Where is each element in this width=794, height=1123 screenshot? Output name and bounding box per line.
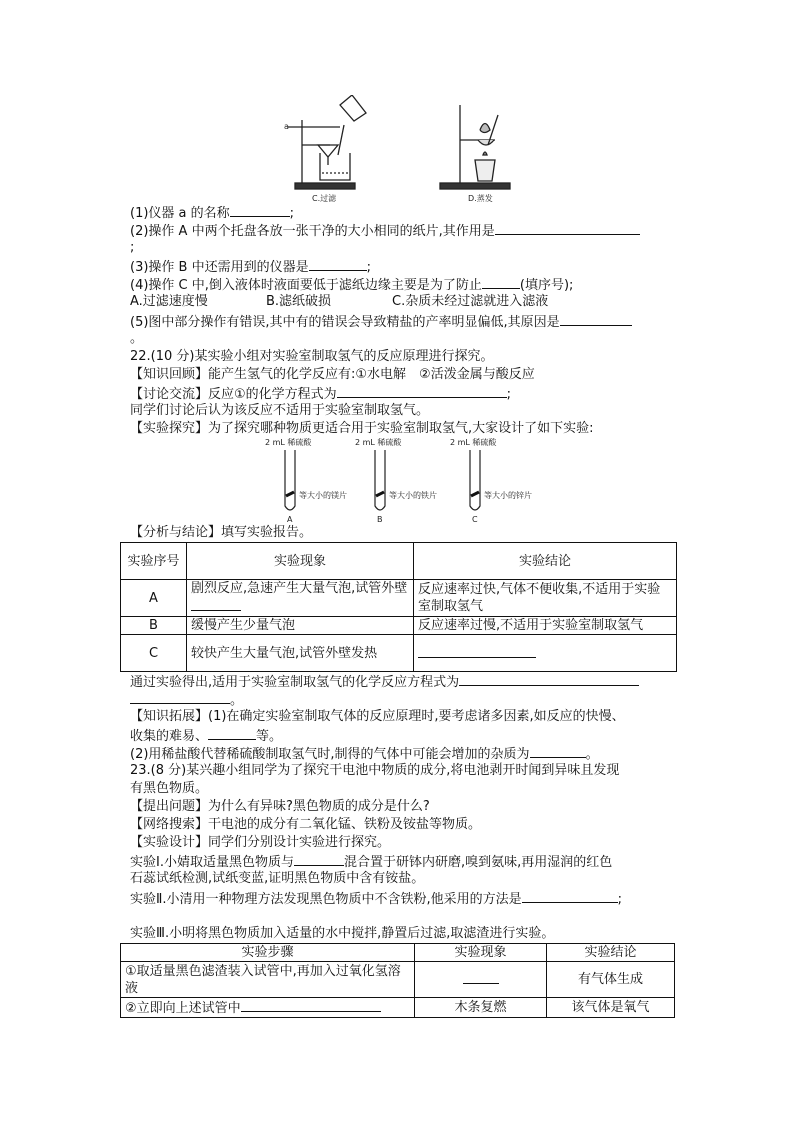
q21-part1: (1)仪器 a 的名称 ; <box>130 203 294 223</box>
q22-discuss: 【讨论交流】反应①的化学方程式为 ; <box>130 384 511 404</box>
tube-letter-b: B <box>377 515 383 524</box>
q21-blank-2[interactable] <box>495 221 640 235</box>
q22-blank-equation[interactable] <box>337 384 507 398</box>
acid-label-c: 2 mL 稀硫酸 <box>450 438 497 447</box>
table-header-row <box>121 543 677 580</box>
q21-blank-4[interactable] <box>482 275 520 289</box>
q21-blank-5[interactable] <box>560 312 632 326</box>
q23-title2: 有黑色物质。 <box>130 781 209 796</box>
option-a: A.过滤速度慢 <box>130 294 208 309</box>
header-phenomenon: 实验现象 <box>187 543 414 580</box>
table-row: A 剧烈反应,急速产生大量气泡,试管外壁 反应速率过快,气体不便收集,不适用于实验室制取氢气 <box>121 580 677 617</box>
q23-exp1: 实验Ⅰ.小婧取适量黑色物质与 混合置于研钵内研磨,嗅到氨味,再用湿润的红色 <box>130 852 612 872</box>
q22-analysis: 【分析与结论】填写实验报告。 <box>130 525 313 540</box>
q22-explore: 【实验探究】为了探究哪种物质更适合用于实验室制取氢气,大家设计了如下实验: <box>130 421 594 436</box>
filtration-apparatus <box>288 95 366 189</box>
q23-report-table <box>120 943 675 1018</box>
q23-title: 23.(8 分)某兴趣小组同学为了探究干电池中物质的成分,将电池剥开时闻到异味且发现 <box>130 763 620 778</box>
q21-blank-3[interactable] <box>309 257 367 271</box>
header-no: 实验序号 <box>121 543 187 580</box>
q23-table-blank-phen[interactable] <box>463 970 499 984</box>
test-tubes-figure <box>255 436 535 524</box>
tube-letter-a: A <box>287 515 293 524</box>
q23-blank-mix[interactable] <box>294 852 344 866</box>
q22-discuss2: 同学们讨论后认为该反应不适用于实验室制取氢气。 <box>130 403 430 418</box>
table-row: B 缓慢产生少量气泡 反应速率过慢,不适用于实验室制取氢气 <box>121 617 677 635</box>
acid-label-b: 2 mL 稀硫酸 <box>355 438 402 447</box>
metal-label-c: 等大小的锌片 <box>484 491 532 500</box>
q21-options <box>130 293 549 311</box>
q21-part2-cont: ; <box>130 240 135 255</box>
q22-ext1: 【知识拓展】(1)在确定实验室制取气体的反应原理时,要考虑诸多因素,如反应的快慢、 <box>130 709 625 724</box>
option-c: C.杂质未经过滤就进入滤液 <box>392 294 549 309</box>
q23-question: 【提出问题】为什么有异味?黑色物质的成分是什么? <box>130 799 430 814</box>
filtration-evaporation-figure <box>280 95 520 205</box>
q23-design: 【实验设计】同学们分别设计实验进行探究。 <box>130 835 391 850</box>
header-conclusion: 实验结论 <box>414 543 677 580</box>
label-a: a <box>284 122 289 131</box>
q22-blank-result-2[interactable] <box>130 690 230 704</box>
q21-part3: (3)操作 B 中还需用到的仪器是 ; <box>130 257 371 277</box>
q23-blank-method[interactable] <box>522 889 618 903</box>
q23-exp1b: 石蕊试纸检测,试纸变蓝,证明黑色物质中含有铵盐。 <box>130 871 425 886</box>
q23-exp3: 实验Ⅲ.小明将黑色物质加入适量的水中搅拌,静置后过滤,取滤渣进行实验。 <box>130 926 555 941</box>
q23-table-blank-step[interactable] <box>241 998 381 1012</box>
q21-blank-1[interactable] <box>230 203 290 217</box>
q21-part5: (5)图中部分操作有错误,其中有的错误会导致精盐的产率明显偏低,其原因是 <box>130 312 632 332</box>
q22-table-blank-a[interactable] <box>191 597 241 611</box>
test-tube-a <box>265 437 347 524</box>
metal-label-b: 等大小的铁片 <box>389 491 437 500</box>
table-row: ②立即向上述试管中 木条复燃 该气体是氧气 <box>121 998 675 1018</box>
q21-part4: (4)操作 C 中,倒入液体时液面要低于滤纸边缘主要是为了防止 (填序号); <box>130 275 573 295</box>
q22-blank-result[interactable] <box>459 672 639 686</box>
q22-blank-impurity[interactable] <box>530 744 586 758</box>
q21-part5-cont: 。 <box>130 331 144 346</box>
q23-search: 【网络搜索】干电池的成分有二氧化锰、铁粉及铵盐等物质。 <box>130 817 482 832</box>
acid-label-a: 2 mL 稀硫酸 <box>265 438 312 447</box>
q22-ext2: (2)用稀盐酸代替稀硫酸制取氢气时,制得的气体中可能会增加的杂质为 。 <box>130 744 599 764</box>
table-row: ①取适量黑色滤渣装入试管中,再加入过氧化氢溶液 有气体生成 <box>121 962 675 998</box>
option-b: B.滤纸破损 <box>266 294 332 309</box>
q22-ext1b: 收集的难易、 等。 <box>130 726 282 746</box>
table-header-row: 实验步骤 实验现象 实验结论 <box>121 944 675 962</box>
evaporation-apparatus <box>440 105 510 189</box>
test-tube-b <box>355 437 437 524</box>
metal-label-a: 等大小的镁片 <box>299 491 347 500</box>
q22-title: 22.(10 分)某实验小组对实验室制取氢气的反应原理进行探究。 <box>130 349 494 364</box>
q22-table-blank-c[interactable] <box>418 644 536 658</box>
test-tube-c <box>450 437 532 524</box>
q23-exp2: 实验Ⅱ.小清用一种物理方法发现黑色物质中不含铁粉,他采用的方法是 ; <box>130 889 622 909</box>
q22-result-cont: 。 <box>130 690 243 710</box>
q22-blank-factor[interactable] <box>208 726 256 740</box>
evaporate-caption: D.蒸发 <box>468 194 493 203</box>
table-row: C 较快产生大量气泡,试管外壁发热 <box>121 635 677 672</box>
q22-result: 通过实验得出,适用于实验室制取氢气的化学反应方程式为 <box>130 672 639 692</box>
q22-review: 【知识回顾】能产生氢气的化学反应有:①水电解 ②活泼金属与酸反应 <box>130 367 535 382</box>
tube-letter-c: C <box>472 515 478 524</box>
q21-part2: (2)操作 A 中两个托盘各放一张干净的大小相同的纸片,其作用是 <box>130 221 640 241</box>
q22-report-table <box>120 542 677 672</box>
filter-caption: C.过滤 <box>312 194 337 203</box>
